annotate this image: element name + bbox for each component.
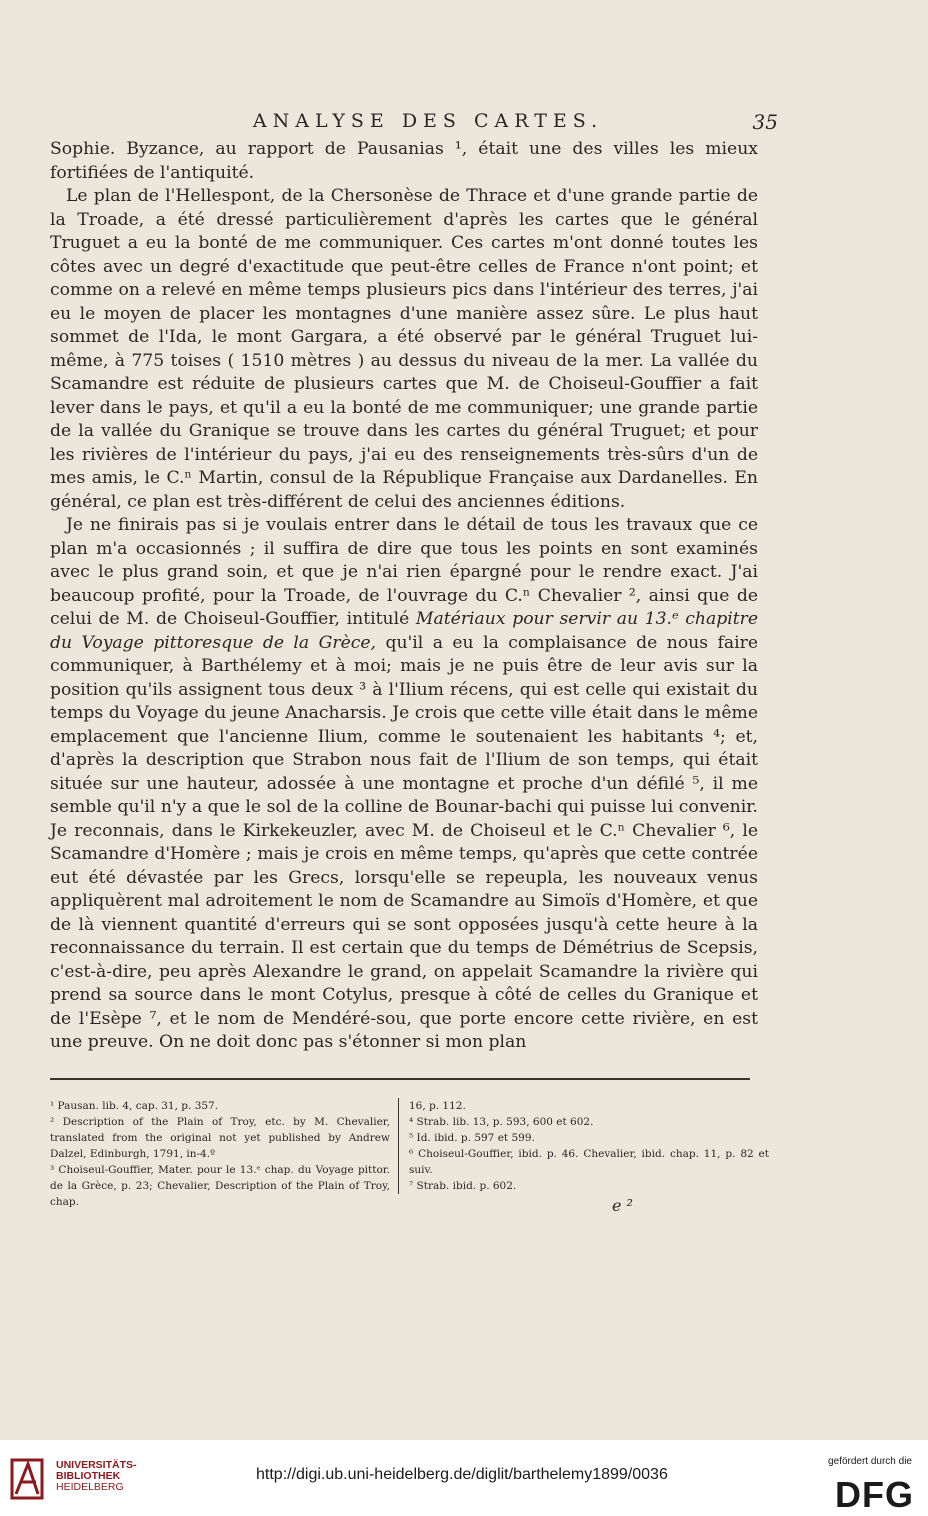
footnote: ⁷ Strab. ibid. p. 602. <box>409 1180 517 1192</box>
signature-mark: e ² <box>612 1196 633 1215</box>
running-title: ANALYSE DES CARTES. <box>252 110 604 132</box>
permalink-url[interactable]: http://digi.ub.uni-heidelberg.de/diglit/barthelemy1899/0036 <box>256 1466 668 1483</box>
footnotes-left-column <box>50 1098 390 1210</box>
footnote: ² Description of the Plain of Troy, etc. by M. Chevalier, translated from the original not yet published by Andrew Dalzel, Edinburgh, 1791, in-4.º <box>50 1116 390 1160</box>
paragraph-3-part-b: qu'il a eu la complaisance de nous faire communiquer, à Barthélemy et à moi; mais je ne puis être de leur avis sur la position qu'ils assignent tous deux ³ à l'Ilium récens, qui est celle qui existait du temps du Voyage du jeune Anacharsis. Je crois que cette ville était dans le même emplacement que l'ancienne Ilium, comme le soutenaient les habitants ⁴; et, d'après la description que Strabon nous fait de l'Ilium de son temps, qui était située sur une hauteur, adossée à une montagne et proche d'un défilé ⁵, il me semble qu'il n'y a que le sol de la colline de Bounar-bachi qui puisse lui convenir. Je reconnais, dans le Kirkekeuzler, avec M. de Choiseul et le C.ⁿ Chevalier ⁶, le Scamandre d'Homère ; mais je crois en même temps, qu'après que cette contrée eut été dévastée par les Grecs, lorsqu'elle se repeupla, les nouveaux venus appliquèrent mal adroitement le nom de Scamandre au Simoïs d'Homère, et que de là viennent quantité d'erreurs qui se sont opposées jusqu'à cette heure à la reconnaissance du terrain. Il est certain que du temps de Démétrius de Scepsis, c'est-à-dire, peu après Alexandre le grand, on appelait Scamandre la rivière qui prend sa source dans le mont Cotylus, presque à côté de celles du Granique et de l'Esèpe ⁷, et le nom de Mendéré-sou, que porte encore cette rivière, en est une preuve. On ne doit donc pas s'étonner si mon plan <box>50 632 759 1052</box>
footnote-rule <box>50 1078 750 1080</box>
footnote: 16, p. 112. <box>409 1100 466 1112</box>
page-number: 35 <box>752 110 778 134</box>
paragraph-3-part-a: Je ne finirais pas si je voulais entrer dans le détail de tous les travaux que ce plan m'a occasionnés ; il suffira de dire que tous les points en sont examinés avec le plus grand soin, et que je n'ai rien épargné pour le rendre exact. J'ai beaucoup profité, pour la Troade, de l'ouvrage du C.ⁿ Chevalier ², ainsi que de celui de M. de Choiseul-Gouffier, intitulé <box>50 515 758 629</box>
paragraph-3 <box>50 514 758 1055</box>
institution-name: UNIVERSITÄTS- BIBLIOTHEK HEIDELBERG <box>56 1459 137 1493</box>
dfg-logo: DFG <box>835 1474 914 1515</box>
footnote: ⁴ Strab. lib. 13, p. 593, 600 et 602. <box>409 1116 594 1128</box>
page-header <box>48 110 778 138</box>
viewer-footer <box>0 1440 928 1516</box>
footnote: ³ Choiseul-Gouffier, Mater. pour le 13.ᵉ chap. du Voyage pittor. de la Grèce, p. 23; Chevalier, Description of the Plain of Troy, chap. <box>50 1164 390 1208</box>
body-text <box>50 138 758 1055</box>
footnote: ¹ Pausan. lib. 4, cap. 31, p. 357. <box>50 1100 219 1112</box>
footnotes-right-column <box>398 1098 769 1194</box>
paragraph-3-italic-title: Matériaux pour servir au 13.ᵉ chapitre du Voyage pittoresque de la Grèce, <box>50 609 759 653</box>
footnote: ⁶ Choiseul-Gouffier, ibid. p. 46. Chevalier, ibid. chap. 11, p. 82 et suiv. <box>409 1148 769 1176</box>
paragraph-1: Sophie. Byzance, au rapport de Pausanias ¹, était une des villes les mieux fortifiées de l'antiquité. <box>50 139 758 183</box>
paragraph-2: Le plan de l'Hellespont, de la Chersonèse de Thrace et d'une grande partie de la Troade, a été dressé particulièrement d'après les cartes que le général Truguet a eu la bonté de me communiquer. Ces cartes m'ont donné toutes les côtes avec un degré d'exactitude que peut-être celles de France n'ont point; et comme on a relevé en même temps plusieurs pics dans l'intérieur des terres, j'ai eu le moyen de placer les montagnes d'une manière assez sûre. Le plus haut sommet de l'Ida, le mont Gargara, a été observé par le général Truguet lui-même, à 775 toises ( 1510 mètres ) au dessus du niveau de la mer. La vallée du Scamandre est réduite de plusieurs cartes que M. de Choiseul-Gouffier a fait lever dans le pays, et qu'il a eu la bonté de me communiquer; une grande partie de la vallée du Granique se trouve dans les cartes du général Truguet; et pour les rivières de l'intérieur du pays, j'ai eu des renseignements très-sûrs d'un de mes amis, le C.ⁿ Martin, consul de la République Française aux Dardanelles. En général, ce plan est très-différent de celui des anciennes éditions. <box>50 186 758 512</box>
university-logo-icon <box>10 1456 50 1502</box>
footnote: ⁵ Id. ibid. p. 597 et 599. <box>409 1132 535 1144</box>
funding-label: gefördert durch die <box>828 1456 912 1467</box>
